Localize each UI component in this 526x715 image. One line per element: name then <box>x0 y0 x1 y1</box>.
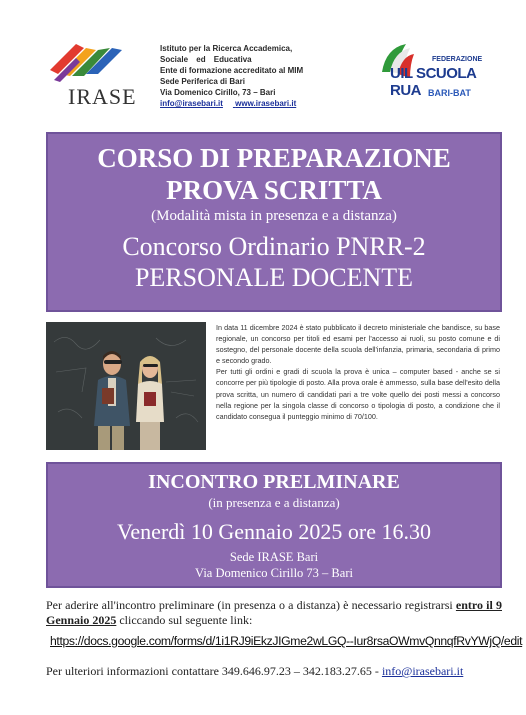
institute-line: Sede Periferica di Bari <box>160 77 245 86</box>
meeting-title: INCONTRO PRELMINARE <box>148 471 400 493</box>
institute-line: Istituto per la Ricerca Accademica, <box>160 44 293 53</box>
meeting-datetime: Venerdì 10 Gennaio 2025 ore 16.30 <box>116 519 432 544</box>
teachers-photo <box>46 322 206 450</box>
contacts-email[interactable]: info@irasebari.it <box>381 664 464 678</box>
teachers-image <box>46 322 206 450</box>
course-title-2: PROVA SCRITTA <box>166 175 382 205</box>
meeting-address: Via Domenico Cirillo 73 – Bari <box>195 566 353 580</box>
irase-logo-text: IRASE <box>68 84 137 109</box>
uil-scuola-logo <box>372 40 492 106</box>
contacts-text: Per ulteriori informazioni contattare 349.646.97.23 – 342.183.27.65 - <box>46 664 379 678</box>
registration-cta: cliccando sul seguente link: <box>119 613 253 627</box>
institute-line: Sociale ed Educativa <box>160 55 252 64</box>
registration-intro: Per aderire all'incontro preliminare (in presenza o a distanza) è necessario registrarsi <box>46 598 453 612</box>
institute-line: Ente di formazione accreditato al MIM <box>160 66 304 75</box>
contacts <box>46 664 506 679</box>
course-mode: (Modalità mista in presenza e a distanza) <box>151 208 397 224</box>
website-link[interactable]: www.irasebari.it <box>235 99 297 108</box>
registration-link[interactable]: https://docs.google.com/forms/d/1i1RJ9iEkzJIGme2wLGQ--Iur8rsaOWmvQnnqfRvYWjQ/edit <box>50 634 523 648</box>
intro-text <box>216 322 500 422</box>
institute-info <box>160 43 370 109</box>
meeting-mode: (in presenza e a distanza) <box>208 495 340 510</box>
institute-links <box>160 98 370 109</box>
contest-title-1: Concorso Ordinario PNRR-2 <box>122 232 426 261</box>
intro-paragraph-1: In data 11 dicembre 2024 è stato pubblicato il decreto ministeriale che bandisce, su base regionale, un concorso per titoli ed esami per l'accesso ai ruoli, su posto comune e di sostegno, del personale docente della scuola dell'infanzia, primaria, secondaria di primo e secondo grado. <box>216 323 500 366</box>
uil-name: UIL SCUOLA RUA <box>390 65 476 99</box>
meeting-venue: Sede IRASE Bari <box>229 550 319 564</box>
meeting-box <box>46 462 502 588</box>
registration-deadline: entro il 9 Gennaio 2025 <box>46 598 502 627</box>
registration-text <box>46 598 502 628</box>
institute-line: Via Domenico Cirillo, 73 – Bari <box>160 88 276 97</box>
course-title-1: CORSO DI PREPARAZIONE <box>97 143 451 173</box>
irase-logo <box>46 40 150 110</box>
intro-paragraph-2: Per tutti gli ordini e gradi di scuola la prova è unica – computer based - anche se si concorre per più tipologie di posto. Alla prova orale è ammesso, sulla base dell'esito della prova scritta, un numero di candidati pari a tre volte quello dei posti messi a concorso nella regione per la singola classe di concorso o tipologia di posto, a condizione che il candidato consegua il punteggio minimo di 70/100. <box>216 367 500 421</box>
email-link[interactable]: info@irasebari.it <box>160 99 223 108</box>
course-box <box>46 132 502 312</box>
uil-sub: BARI-BAT <box>428 88 471 98</box>
uil-federazione: FEDERAZIONE <box>432 56 483 63</box>
irase-logo-mark <box>46 40 126 88</box>
contest-title-2: PERSONALE DOCENTE <box>134 263 414 292</box>
